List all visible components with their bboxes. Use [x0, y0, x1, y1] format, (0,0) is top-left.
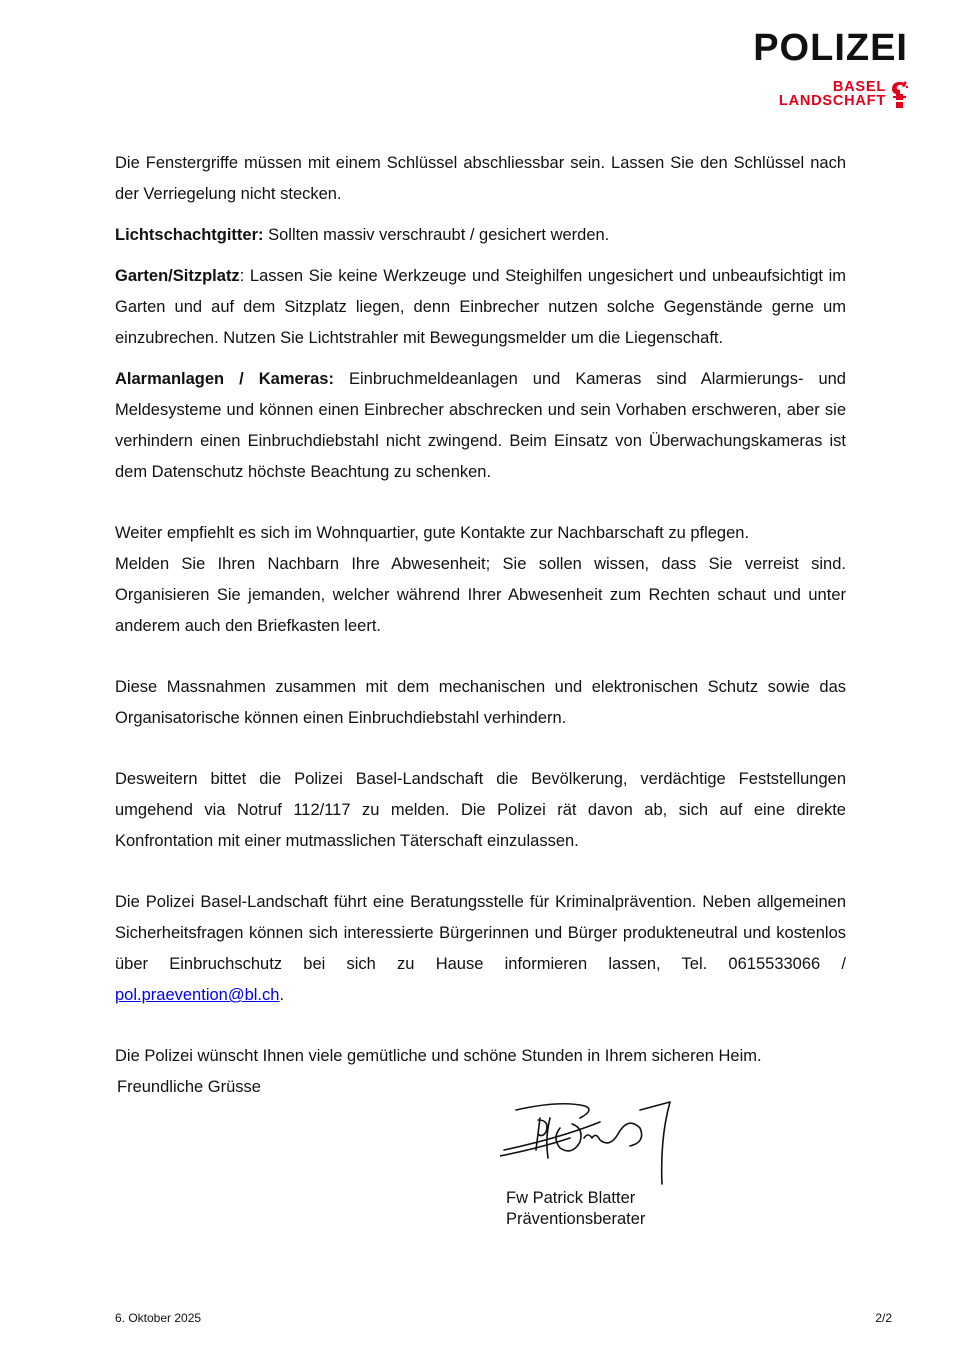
text-garden: : Lassen Sie keine Werkzeuge und Steighilfen ungesichert und unbeaufsichtigt im Garten und auf dem Sitzplatz liegen, denn Einbrecher nutzen solche Gegenstände gerne um einzubrechen. Nutzen Sie Lichtstrahler mit Bewegungsmelder um die Liegenschaft.: [115, 267, 846, 347]
logo-subtitle-landschaft: LANDSCHAFT: [778, 93, 886, 109]
paragraph-measures: Diese Massnahmen zusammen mit dem mechanischen und elektronischen Schutz sowie das Organisatorische können einen Einbruchdiebstahl verhindern.: [115, 678, 846, 727]
signature-image: [500, 1098, 680, 1188]
logo-title: POLIZEI: [753, 27, 908, 69]
greeting: Freundliche Grüsse: [117, 1078, 261, 1096]
basel-crest-icon: [890, 80, 908, 108]
paragraph-report: Desweitern bittet die Polizei Basel-Landschaft die Bevölkerung, verdächtige Feststellungen umgehend via Notruf 112/117 zu melden. Die Polizei rät davon ab, sich auf eine direkte Konfrontation mit einer mutmasslichen Täterschaft einzulassen.: [115, 770, 846, 850]
logo-subtitle-block: [778, 79, 908, 110]
email-link[interactable]: pol.praevention@bl.ch: [115, 986, 280, 1004]
signer-name: Fw Patrick Blatter: [506, 1189, 636, 1207]
label-light-shaft: Lichtschachtgitter:: [115, 226, 264, 244]
letter-body: [115, 148, 846, 1082]
logo-subtitle-basel: BASEL: [832, 79, 886, 95]
paragraph-garden: [115, 261, 846, 354]
page-number: 2/2: [875, 1311, 892, 1325]
text-counseling-end: .: [279, 986, 285, 1004]
text-counseling: Die Polizei Basel-Landschaft führt eine Beratungsstelle für Kriminalprävention. Neben allgemeinen Sicherheitsfragen können sich interessierte Bürgerinnen und Bürger produkteneutral und kostenlos über Einbruchschutz bei sich zu Hause informieren lassen, Tel. 0615533066 /: [115, 893, 846, 973]
police-logo: [753, 28, 908, 68]
text-alarm: Einbruchmeldeanlagen und Kameras sind Alarmierungs- und Meldesysteme und können einen Einbrecher abschrecken und sein Vorhaben erschweren, aber sie verhindern einen Einbruchdiebstahl nicht zwingend. Beim Einsatz von Überwachungskameras ist dem Datenschutz höchste Beachtung zu schenken.: [115, 370, 846, 481]
text-light-shaft: Sollten massiv verschraubt / gesichert werden.: [263, 226, 610, 244]
text-neighbors-line1: Weiter empfiehlt es sich im Wohnquartier, gute Kontakte zur Nachbarschaft zu pflegen.: [115, 524, 750, 542]
logo-subtitle: [779, 80, 886, 108]
paragraph-light-shaft: [115, 220, 846, 251]
paragraph-window-handles: Die Fenstergriffe müssen mit einem Schlüssel abschliessbar sein. Lassen Sie den Schlüssel nach der Verriegelung nicht stecken.: [115, 154, 846, 203]
signer-block: [506, 1188, 645, 1230]
signer-title: Präventionsberater: [506, 1210, 646, 1228]
label-garden: Garten/Sitzplatz: [115, 267, 240, 285]
footer-date: 6. Oktober 2025: [115, 1311, 202, 1325]
paragraph-alarm: [115, 364, 846, 488]
text-neighbors-rest: Melden Sie Ihren Nachbarn Ihre Abwesenheit; Sie sollen wissen, dass Sie verreist sind. Organisieren Sie jemanden, welcher während Ihrer Abwesenheit zum Rechten schaut und unter anderem auch den Briefkasten leert.: [115, 555, 846, 635]
paragraph-wishes: Die Polizei wünscht Ihnen viele gemütliche und schöne Stunden in Ihrem sicheren Heim.: [115, 1047, 762, 1065]
paragraph-counseling: [115, 887, 846, 1011]
paragraph-neighbors: [115, 518, 846, 642]
label-alarm: Alarmanlagen / Kameras:: [115, 370, 334, 388]
